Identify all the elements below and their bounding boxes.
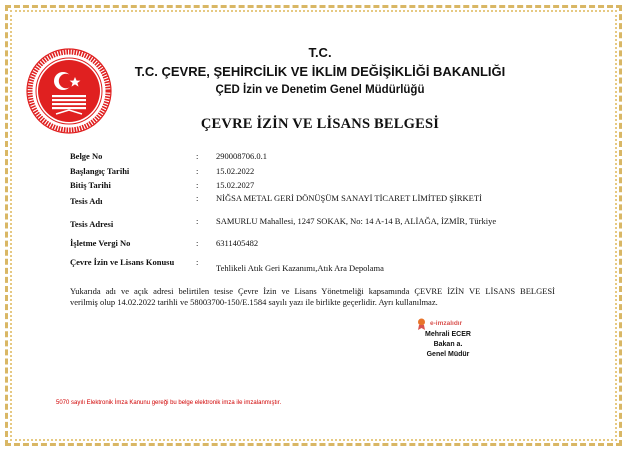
signatory-name: Mehrali ECER — [425, 331, 471, 338]
field-value: SAMURLU Mahallesi, 1247 SOKAK, No: 14 A-14 B, ALİAĞA, İZMİR, Türkiye — [216, 216, 497, 226]
validity-paragraph-line2: verilmiş olup 14.02.2022 tarihli ve 58003700-150/E.1584 sayılı yazı ile birlikte geçerlidir. Ayrı kullanılmaz. — [70, 297, 438, 307]
validity-paragraph-line1: Yukarıda adı ve açık adresi belirtilen tesise Çevre İzin ve Lisans Yönetmeliği kapsamında ÇEVRE İZİN VE LİSANS BELGESİ — [70, 286, 555, 296]
header-directorate: ÇED İzin ve Denetim Genel Müdürlüğü — [215, 84, 425, 96]
field-value: 15.02.2022 — [216, 166, 255, 176]
signatory-on-behalf: Bakan a. — [433, 341, 463, 348]
field-value: 290008706.0.1 — [216, 151, 267, 161]
field-colon: : — [196, 151, 199, 161]
field-colon: : — [196, 216, 199, 226]
header-ministry: T.C. ÇEVRE, ŞEHİRCİLİK VE İKLİM DEĞİŞİKLİĞİ BAKANLIĞI — [134, 64, 506, 79]
field-label: Bitiş Tarihi — [70, 180, 111, 190]
field-label: Belge No — [70, 151, 103, 161]
field-colon: : — [196, 193, 199, 203]
field-label: Tesis Adresi — [70, 219, 114, 229]
field-label: Tesis Adı — [70, 196, 103, 206]
header-tc: T.C. — [308, 45, 332, 60]
field-value: 6311405482 — [216, 238, 259, 248]
e-signature-icon — [416, 318, 427, 330]
field-colon: : — [196, 257, 199, 267]
ministry-seal-icon — [26, 48, 112, 134]
field-value: NİĞSA METAL GERİ DÖNÜŞÜM SANAYİ TİCARET LİMİTED ŞİRKETİ — [216, 193, 482, 203]
signatory-title: Genel Müdür — [426, 351, 470, 358]
field-label: Başlangıç Tarihi — [70, 166, 130, 176]
field-value: 15.02.2027 — [216, 180, 255, 190]
field-label: İşletme Vergi No — [70, 238, 131, 248]
field-colon: : — [196, 166, 199, 176]
certificate-title: ÇEVRE İZİN VE LİSANS BELGESİ — [200, 116, 440, 132]
field-label: Çevre İzin ve Lisans Konusu — [70, 257, 175, 267]
e-signature-label: e-imzalıdır — [430, 320, 463, 327]
e-signature-footer-note: 5070 sayılı Elektronik İmza Kanunu gereği bu belge elektronik imza ile imzalanmıştır. — [56, 400, 282, 406]
field-colon: : — [196, 238, 199, 248]
field-value: Tehlikeli Atık Geri Kazanımı,Atık Ara Depolama — [216, 263, 384, 273]
field-colon: : — [196, 180, 199, 190]
